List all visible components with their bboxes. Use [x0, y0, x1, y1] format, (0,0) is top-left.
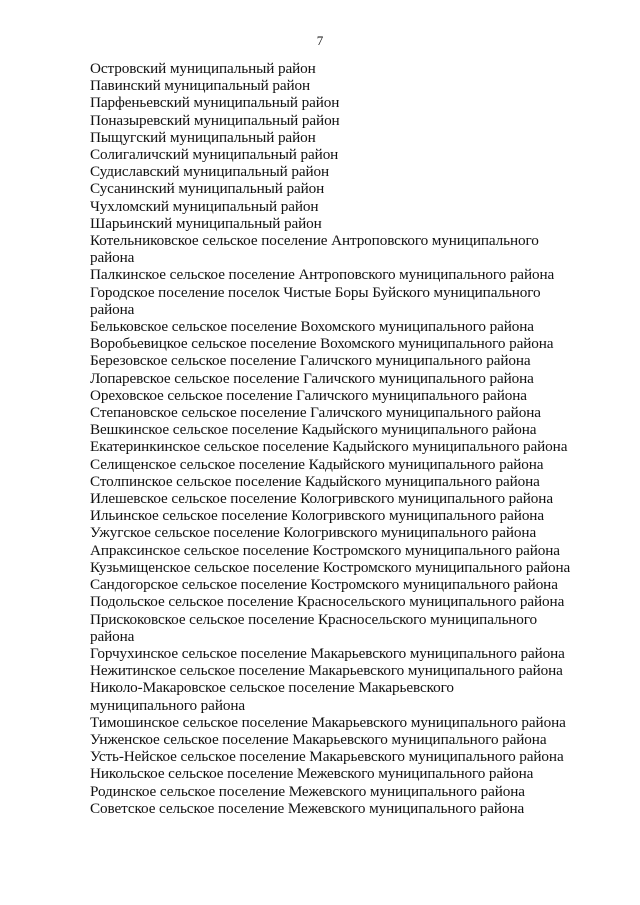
list-item: Пыщугский муниципальный район — [90, 128, 316, 146]
list-item: Екатеринкинское сельское поселение Кадыйского муниципального района — [90, 438, 568, 456]
list-item: Палкинское сельское поселение Антроповского муниципального района — [90, 266, 555, 284]
list-item: Судиславский муниципальный район — [90, 163, 330, 181]
list-item: Сандогорское сельское поселение Костромского муниципального района — [90, 576, 558, 594]
list-item: Ужугское сельское поселение Кологривского муниципального района — [90, 524, 537, 542]
list-item: Селищенское сельское поселение Кадыйского муниципального района — [90, 455, 544, 473]
list-item: Степановское сельское поселение Галичского муниципального района — [90, 404, 541, 422]
list-item: Лопаревское сельское поселение Галичского муниципального района — [90, 369, 534, 387]
list-item: Солигаличский муниципальный район — [90, 146, 339, 164]
list-item: Апраксинское сельское поселение Костромского муниципального района — [90, 541, 560, 559]
list-item: Николо-Макаровское сельское поселение Макарьевского муниципального района — [90, 679, 454, 714]
list-item: Чухломский муниципальный район — [90, 197, 319, 215]
list-item: Ильинское сельское поселение Кологривского муниципального района — [90, 507, 544, 525]
list-item: Советское сельское поселение Межевского муниципального района — [90, 799, 525, 817]
list-item: Вешкинское сельское поселение Кадыйского муниципального района — [90, 421, 537, 439]
settlement-list — [90, 60, 610, 817]
list-item: Шарьинский муниципальный район — [90, 214, 322, 232]
list-item: Поназыревский муниципальный район — [90, 111, 340, 129]
list-item: Котельниковское сельское поселение Антроповского муниципального района — [90, 232, 539, 267]
list-item: Никольское сельское поселение Межевского муниципального района — [90, 765, 534, 783]
list-item: Березовское сельское поселение Галичского муниципального района — [90, 352, 531, 370]
list-item: Прискоковское сельское поселение Красносельского муниципального района — [90, 610, 538, 645]
list-item: Воробьевицкое сельское поселение Вохомского муниципального района — [90, 335, 554, 353]
list-item: Парфеньевский муниципальный район — [90, 94, 340, 112]
list-item: Бельковское сельское поселение Вохомского муниципального района — [90, 318, 534, 336]
list-item: Нежитинское сельское поселение Макарьевского муниципального района — [90, 662, 563, 680]
list-item: Илешевское сельское поселение Кологривского муниципального района — [90, 490, 553, 508]
list-item: Сусанинский муниципальный район — [90, 180, 325, 198]
list-item: Унженское сельское поселение Макарьевского муниципального района — [90, 730, 547, 748]
list-item: Городское поселение поселок Чистые Боры Буйского муниципального района — [90, 283, 541, 318]
page-number: 7 — [316, 33, 324, 48]
list-item: Горчухинское сельское поселение Макарьевского муниципального района — [90, 644, 565, 662]
list-item: Ореховское сельское поселение Галичского муниципального района — [90, 386, 527, 404]
list-item: Островский муниципальный район — [90, 60, 316, 77]
list-item: Тимошинское сельское поселение Макарьевского муниципального района — [90, 713, 566, 731]
list-item: Родинское сельское поселение Межевского муниципального района — [90, 782, 525, 800]
list-item: Усть-Нейское сельское поселение Макарьевского муниципального района — [90, 748, 564, 766]
list-item: Кузьмищенское сельское поселение Костромского муниципального района — [90, 558, 571, 576]
list-item: Павинский муниципальный район — [90, 77, 311, 95]
list-item: Столпинское сельское поселение Кадыйского муниципального района — [90, 472, 540, 490]
list-item: Подольское сельское поселение Красносельского муниципального района — [90, 593, 565, 611]
